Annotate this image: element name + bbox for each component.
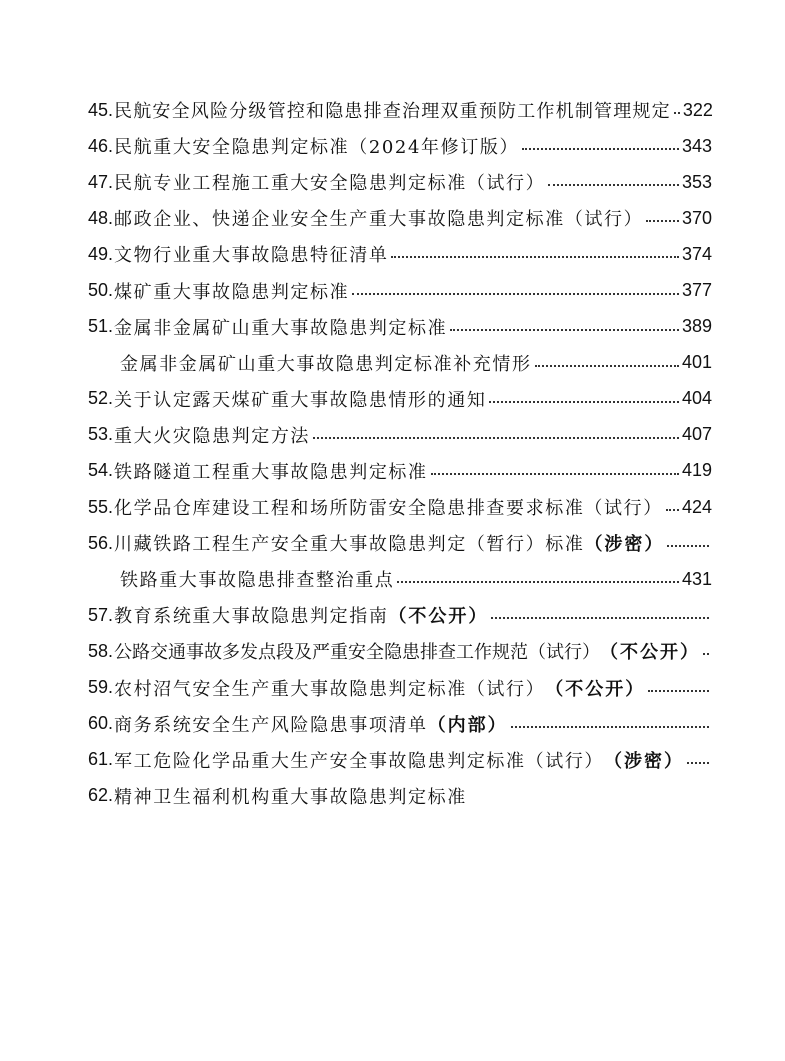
toc-dot-leader: [646, 220, 679, 222]
toc-entry-title: 军工危险化学品重大生产安全事故隐患判定标准（试行）: [114, 750, 605, 772]
toc-entry[interactable]: [88, 633, 712, 669]
toc-entry-title: 铁路重大事故隐患排查整治重点: [120, 570, 395, 592]
toc-entry[interactable]: [88, 164, 712, 200]
toc-dot-leader: [313, 437, 679, 439]
toc-entry[interactable]: [88, 670, 712, 706]
toc-entry-number: 50.: [88, 280, 114, 301]
toc-entry-page-number: 389: [681, 316, 712, 337]
toc-dot-leader: [391, 256, 679, 258]
toc-entry-title: 化学品仓库建设工程和场所防雷安全隐患排查要求标准（试行）: [114, 498, 663, 520]
toc-entry[interactable]: [88, 92, 712, 128]
toc-dot-leader: [666, 509, 679, 511]
toc-entry-number: 58.: [88, 640, 114, 661]
toc-dot-leader: [674, 112, 680, 114]
toc-entry-classification-tag: （涉密）: [604, 750, 685, 772]
toc-entry-number: 56.: [88, 532, 114, 553]
toc-entry-number: 61.: [88, 749, 114, 770]
toc-entry-title: 公路交通事故多发点段及严重安全隐患排查工作规范（试行）: [114, 642, 601, 664]
toc-entry-title: 铁路隧道工程重大事故隐患判定标准: [114, 461, 428, 483]
toc-entry[interactable]: [88, 381, 712, 417]
toc-entry[interactable]: [88, 345, 712, 381]
toc-entry-number: 62.: [88, 785, 114, 806]
toc-entry-number: 57.: [88, 604, 114, 625]
toc-entry-number: 54.: [88, 460, 114, 481]
toc-entry-page-number: 424: [681, 496, 712, 517]
toc-entry-title: 民航重大安全隐患判定标准（2024年修订版）: [114, 137, 520, 159]
toc-entry-title: 邮政企业、快递企业安全生产重大事故隐患判定标准（试行）: [114, 209, 644, 231]
toc-entry-page-number: 322: [682, 99, 713, 120]
toc-dot-leader: [397, 581, 679, 583]
toc-dot-leader: [522, 148, 679, 150]
toc-dot-leader: [687, 762, 709, 764]
toc-entry-number: 49.: [88, 243, 114, 264]
toc-entry-classification-tag: （涉密）: [584, 534, 665, 556]
toc-entry-title: 民航安全风险分级管控和隐患排查治理双重预防工作机制管理规定: [114, 101, 671, 123]
toc-dot-leader: [491, 617, 709, 619]
toc-dot-leader: [648, 690, 709, 692]
toc-entry-title: 重大火灾隐患判定方法: [114, 425, 311, 447]
toc-entry-title: 商务系统安全生产风险隐患事项清单: [114, 714, 428, 736]
toc-entry[interactable]: [88, 561, 712, 597]
toc-entry-title: 民航专业工程施工重大安全隐患判定标准（试行）: [114, 173, 546, 195]
toc-dot-leader: [535, 365, 679, 367]
toc-entry-number: 51.: [88, 316, 114, 337]
toc-entry[interactable]: [88, 128, 712, 164]
toc-entry-page-number: 404: [681, 388, 712, 409]
toc-entry-page-number: 407: [681, 424, 712, 445]
toc-entry-title: 精神卫生福利机构重大事故隐患判定标准: [114, 786, 467, 808]
toc-entry-classification-tag: （内部）: [427, 714, 508, 736]
toc-entry-title: 金属非金属矿山重大事故隐患判定标准补充情形: [120, 353, 532, 375]
toc-entry-number: 53.: [88, 424, 114, 445]
toc-entry[interactable]: [88, 453, 712, 489]
toc-entry[interactable]: [88, 489, 712, 525]
toc-entry-classification-tag: （不公开）: [545, 678, 646, 700]
toc-entry-page-number: 353: [681, 171, 712, 192]
toc-dot-leader: [548, 184, 679, 186]
toc-entry-classification-tag: （不公开）: [388, 606, 489, 628]
toc-entry-number: 59.: [88, 677, 114, 698]
toc-entry-number: 45.: [88, 99, 114, 120]
toc-entry-title: 川藏铁路工程生产安全重大事故隐患判定（暂行）标准: [114, 534, 585, 556]
toc-entry-number: 48.: [88, 207, 114, 228]
toc-entry[interactable]: [88, 236, 712, 272]
toc-entry-page-number: 374: [681, 243, 712, 264]
toc-entry[interactable]: [88, 200, 712, 236]
toc-entry-page-number: 419: [681, 460, 712, 481]
toc-entry-number: 60.: [88, 713, 114, 734]
toc-entry-page-number: 343: [681, 135, 712, 156]
toc-dot-leader: [352, 293, 679, 295]
toc-entry-title: 煤矿重大事故隐患判定标准: [114, 281, 350, 303]
toc-entry[interactable]: [88, 706, 712, 742]
toc-entry-title: 金属非金属矿山重大事故隐患判定标准: [114, 317, 448, 339]
table-of-contents: [88, 92, 712, 814]
toc-entry[interactable]: [88, 525, 712, 561]
toc-entry[interactable]: [88, 417, 712, 453]
toc-entry-page-number: 401: [681, 352, 712, 373]
toc-entry-classification-tag: （不公开）: [600, 642, 701, 664]
toc-entry-page-number: 377: [681, 280, 712, 301]
toc-entry-number: 52.: [88, 388, 114, 409]
toc-entry[interactable]: [88, 309, 712, 345]
toc-entry[interactable]: [88, 597, 712, 633]
toc-dot-leader: [450, 329, 679, 331]
toc-entry-number: 46.: [88, 135, 114, 156]
toc-entry-number: 47.: [88, 171, 114, 192]
toc-entry-number: 55.: [88, 496, 114, 517]
toc-entry-title: 农村沼气安全生产重大事故隐患判定标准（试行）: [114, 678, 546, 700]
toc-dot-leader: [703, 653, 709, 655]
toc-entry-page-number: 431: [681, 568, 712, 589]
toc-dot-leader: [431, 473, 679, 475]
toc-entry[interactable]: [88, 272, 712, 308]
toc-dot-leader: [489, 401, 679, 403]
toc-entry[interactable]: [88, 742, 712, 778]
toc-dot-leader: [511, 726, 709, 728]
toc-entry[interactable]: [88, 778, 712, 814]
toc-entry-title: 教育系统重大事故隐患判定指南: [114, 606, 389, 628]
toc-dot-leader: [667, 545, 709, 547]
toc-entry-title: 文物行业重大事故隐患特征清单: [114, 245, 389, 267]
toc-entry-page-number: 370: [681, 207, 712, 228]
toc-entry-title: 关于认定露天煤矿重大事故隐患情形的通知: [114, 389, 487, 411]
